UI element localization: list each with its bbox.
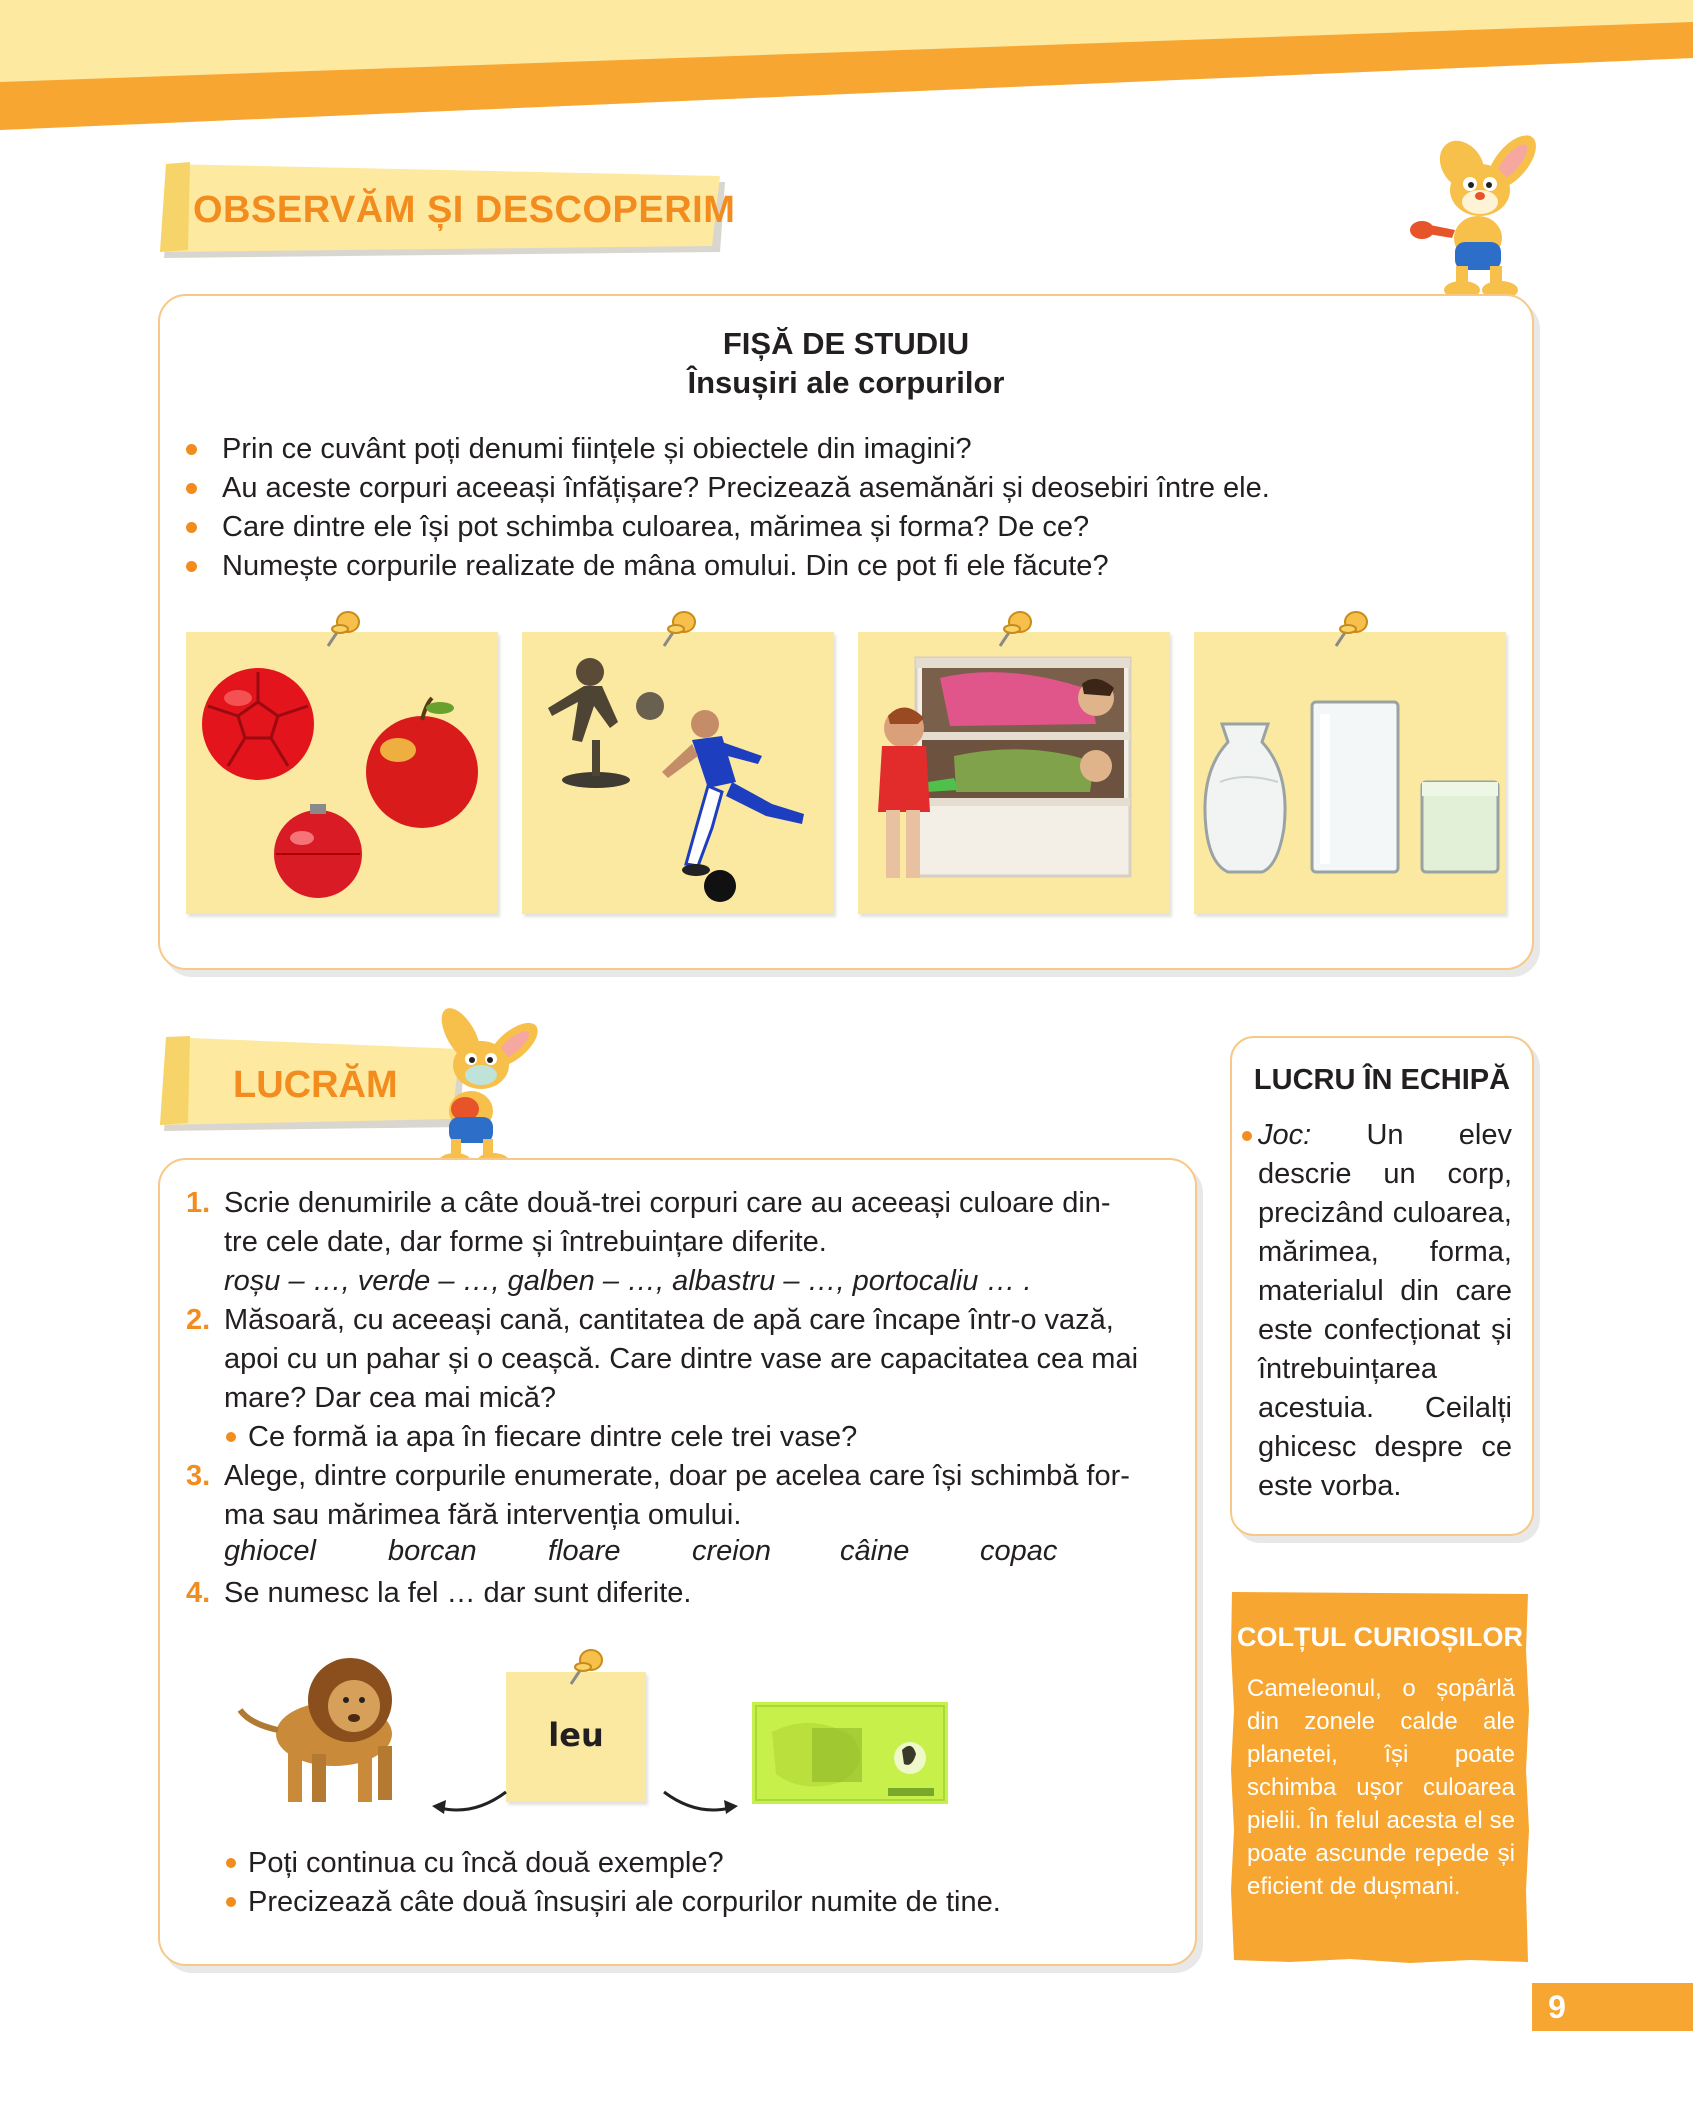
word-item: copac: [980, 1535, 1058, 1567]
task-text: Se numesc la fel … dar sunt diferite.: [224, 1577, 692, 1609]
header-band: [0, 0, 1693, 140]
bunny-mascot-icon: [1400, 130, 1545, 305]
task-text: apoi cu un pahar și o ceașcă. Care dintre vase are capacitatea cea mai: [224, 1343, 1139, 1375]
team-work-text: [1258, 1116, 1512, 1506]
pushpin-icon: [656, 608, 698, 652]
word-item: borcan: [388, 1535, 477, 1567]
photo-note-children: [858, 632, 1170, 914]
curious-corner-text: Cameleonul, o șopârlă din zonele calde ale planetei, își poate schimba ușor culoarea pielii. În felul acesta el se poate ascunde repede și eficient de dușmani.: [1247, 1675, 1515, 1900]
question-item: Care dintre ele își pot schimba culoarea, mărimea și forma? De ce?: [184, 508, 1504, 547]
curious-corner-title: COLȚUL CURIOȘILOR: [1237, 1622, 1523, 1652]
team-bullet-dot: [1242, 1131, 1252, 1141]
glassware-image: [1194, 632, 1506, 914]
task-3-word-list: [224, 1535, 1124, 1574]
question-item: Au aceste corpuri aceeași înfățișare? Precizează asemănări și deosebiri între ele.: [184, 469, 1504, 508]
pushpin-icon: [1328, 608, 1370, 652]
red-objects-image: [186, 632, 498, 914]
lion-image: [230, 1634, 410, 1810]
word-note: [506, 1672, 646, 1802]
section-title-work: LUCRĂM: [233, 1064, 398, 1106]
arrow-left-icon: [428, 1782, 512, 1822]
study-sheet-subtitle: Însușiri ale corpurilor: [687, 365, 1005, 400]
study-questions-list: [184, 430, 1504, 586]
word-item: floare: [548, 1535, 621, 1567]
team-work-card: [1230, 1036, 1534, 1536]
task-3: [186, 1457, 1174, 1535]
word-item: câine: [840, 1535, 910, 1567]
task-sub-question: Ce formă ia apa în fiecare dintre cele trei vase?: [224, 1418, 1174, 1457]
photo-note-football: [522, 632, 834, 914]
children-shelf-image: [858, 632, 1170, 914]
team-work-label: Joc:: [1258, 1119, 1312, 1151]
task-text: Scrie denumirile a câte două-trei corpuri care au aceeași culoare din-: [224, 1187, 1111, 1219]
pushpin-icon: [992, 608, 1034, 652]
bunny-mascot-icon: [405, 1005, 555, 1170]
tasks-card: [158, 1158, 1197, 1966]
team-work-body: Un elev descrie un corp, precizând culoarea, mărimea, forma, materialul din care este confecționat și întrebuințarea acestuia. Ceilalți ghicesc despre ce este vorba.: [1258, 1119, 1513, 1502]
section-title-observe: OBSERVĂM ȘI DESCOPERIM: [193, 189, 736, 231]
end-question: Poți continua cu încă două exemple?: [224, 1844, 1174, 1883]
football-player-image: [522, 632, 834, 914]
task-text: ma sau mărimea fără intervenția omului.: [224, 1499, 742, 1531]
word-item: ghiocel: [224, 1535, 316, 1567]
question-item: Prin ce cuvânt poți denumi ființele și obiectele din imagini?: [184, 430, 1504, 469]
photo-note-red-objects: [186, 632, 498, 914]
task-1: [186, 1184, 1174, 1301]
study-sheet-title: FIȘĂ DE STUDIU: [722, 326, 970, 361]
task-4: [186, 1574, 1174, 1613]
pushpin-icon: [320, 608, 362, 652]
task-number: 2.: [186, 1304, 211, 1336]
arrow-right-icon: [658, 1782, 742, 1822]
banknote-image: [752, 1702, 948, 1804]
task-text: Măsoară, cu aceeași cană, cantitatea de apă care încape într-o vază,: [224, 1304, 1114, 1336]
page-number: 9: [1548, 1989, 1566, 2025]
photo-note-glassware: [1194, 632, 1506, 914]
end-question: Precizează câte două însușiri ale corpurilor numite de tine.: [224, 1883, 1174, 1922]
task-text: tre cele date, dar forme și întrebuințare diferite.: [224, 1226, 827, 1258]
pushpin-icon: [563, 1646, 605, 1690]
task-number: 1.: [186, 1187, 211, 1219]
task-number: 3.: [186, 1460, 211, 1492]
task-number: 4.: [186, 1577, 211, 1609]
question-item: Numește corpurile realizate de mâna omului. Din ce pot fi ele făcute?: [184, 547, 1504, 586]
task-end-bullets: [224, 1844, 1174, 1922]
task-text: Alege, dintre corpurile enumerate, doar pe acelea care își schimbă for-: [224, 1460, 1130, 1492]
task-2: [186, 1301, 1174, 1457]
task-colors-line: roșu – …, verde – …, galben – …, albastru – …, portocaliu … .: [224, 1265, 1032, 1297]
word-item: creion: [692, 1535, 771, 1567]
task-text: mare? Dar cea mai mică?: [224, 1382, 556, 1414]
team-work-title: LUCRU ÎN ECHIPĂ: [1253, 1064, 1511, 1096]
note-word: leu: [548, 1716, 604, 1754]
